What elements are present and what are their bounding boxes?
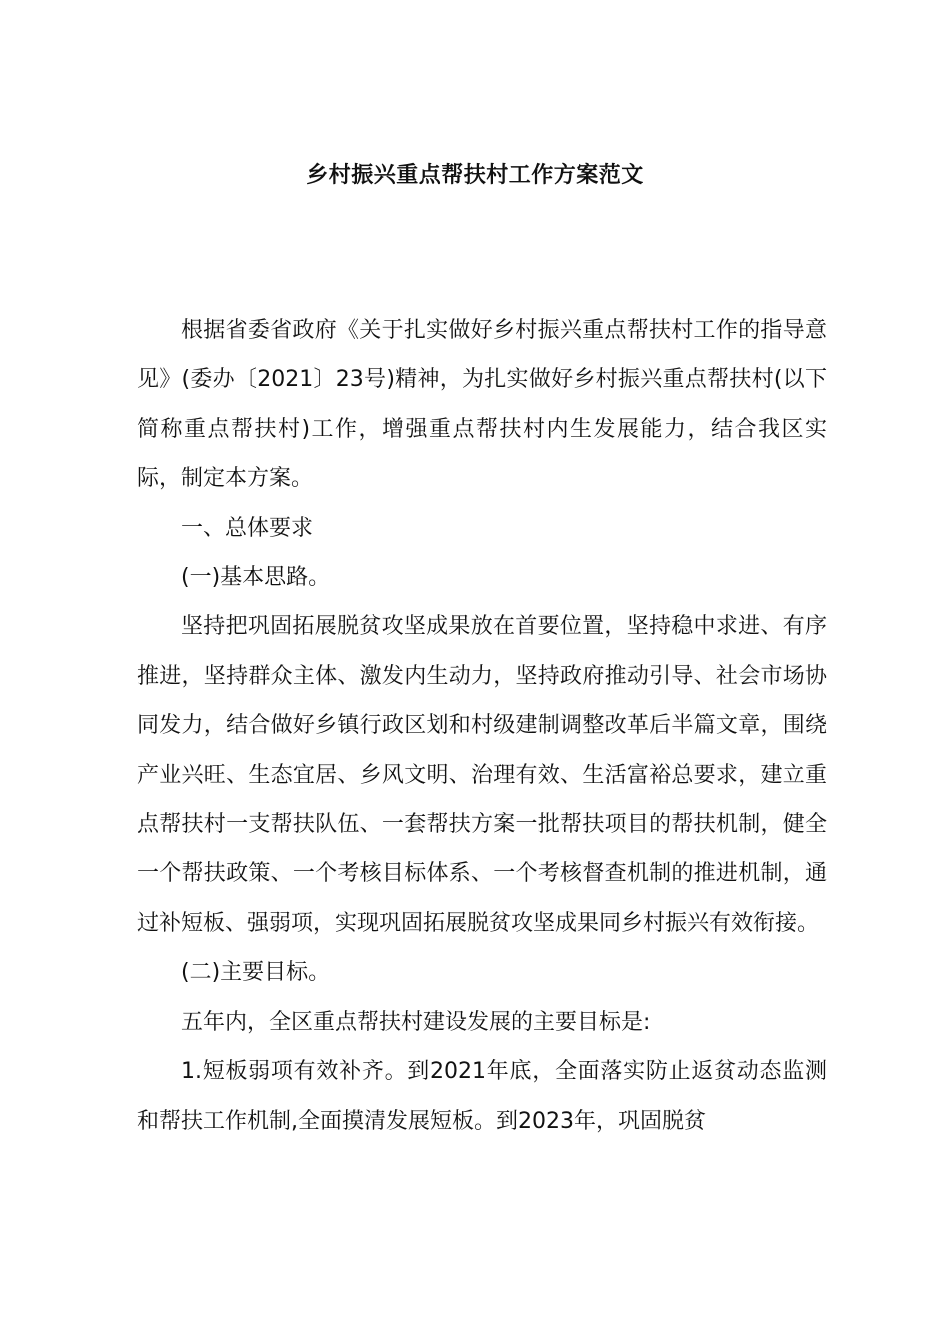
document-body: [137, 306, 827, 1146]
paragraph-goal-1: 1.短板弱项有效补齐。到2021年底，全面落实防止返贫动态监测和帮扶工作机制,全面摸清发展短板。到2023年，巩固脱贫: [137, 1059, 827, 1134]
paragraph-basic-approach: 坚持把巩固拓展脱贫攻坚成果放在首要位置，坚持稳中求进、有序推进，坚持群众主体、激发内生动力，坚持政府推动引导、社会市场协同发力，结合做好乡镇行政区划和村级建制调整改革后半篇文章，围绕产业兴旺、生态宜居、乡风文明、治理有效、生活富裕总要求，建立重点帮扶村一支帮扶队伍、一套帮扶方案一批帮扶项目的帮扶机制，健全一个帮扶政策、一个考核目标体系、一个考核督查机制的推进机制，通过补短板、强弱项，实现巩固拓展脱贫攻坚成果同乡村振兴有效衔接。: [137, 614, 827, 936]
paragraph-goals-intro: 五年内，全区重点帮扶村建设发展的主要目标是:: [181, 1009, 651, 1035]
subsection-heading-basic-approach: (一)基本思路。: [181, 565, 331, 591]
document-title: 乡村振兴重点帮扶村工作方案范文: [306, 163, 644, 188]
paragraph-intro: 根据省委省政府《关于扎实做好乡村振兴重点帮扶村工作的指导意见》(委办〔2021〕23号)精神，为扎实做好乡村振兴重点帮扶村(以下简称重点帮扶村)工作，增强重点帮扶村内生发展能力，结合我区实际，制定本方案。: [137, 318, 827, 492]
section-heading-general-requirements: 一、总体要求: [181, 515, 314, 541]
subsection-heading-main-goals: (二)主要目标。: [181, 960, 331, 986]
